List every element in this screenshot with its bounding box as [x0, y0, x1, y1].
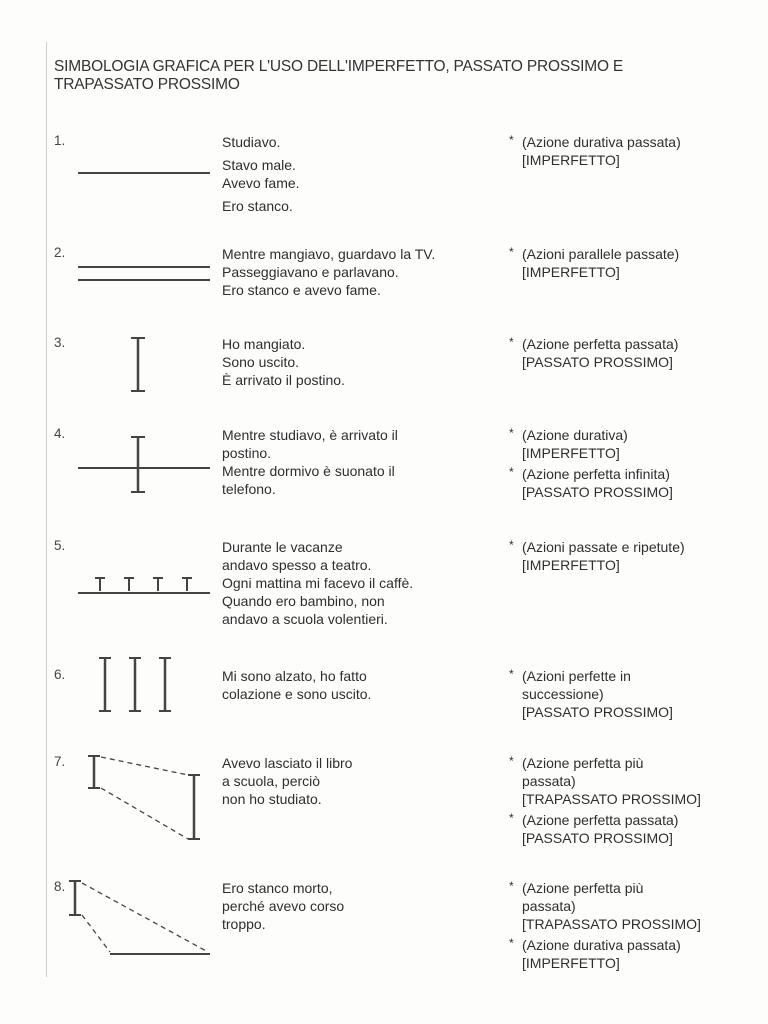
sentence: Quando ero bambino, non — [222, 593, 385, 609]
repeated-ticks-on-line-symbol — [70, 538, 220, 608]
tense-notes — [508, 538, 738, 574]
tense-note: * (Azioni passate e ripetute) [IMPERFETTO] — [509, 538, 685, 573]
example-sentences — [222, 426, 504, 498]
entry-number: 6. — [54, 667, 66, 682]
sentence: Mi sono alzato, ho fatto — [222, 668, 367, 684]
sentence: andavo spesso a teatro. — [222, 557, 372, 573]
sentence: Ero stanco. — [222, 198, 293, 214]
example-sentences — [222, 538, 504, 628]
tense-note: * (Azione perfetta infinita) [PASSATO PROSSIMO] — [509, 465, 673, 500]
tense-notes — [508, 335, 738, 371]
entry-number: 3. — [54, 335, 66, 350]
sentence: È arrivato il postino. — [222, 372, 345, 388]
asterisk-marker: * — [509, 667, 514, 681]
tense-note: * (Azione durativa passata) [IMPERFETTO] — [509, 936, 681, 971]
page-title: SIMBOLOGIA GRAFICA PER L'USO DELL'IMPERFETTO, PASSATO PROSSIMO E TRAPASSATO PROSSIMO — [54, 58, 624, 93]
example-sentences — [222, 245, 504, 299]
tense-note: * (Azione durativa) [IMPERFETTO] — [509, 426, 628, 461]
asterisk-marker: * — [509, 754, 514, 768]
entry-number: 1. — [54, 133, 66, 148]
asterisk-marker: * — [509, 936, 514, 950]
asterisk-marker: * — [509, 879, 514, 893]
asterisk-marker: * — [509, 245, 514, 259]
tense-note: * (Azione perfetta più passata) [TRAPASSATO PROSSIMO] — [509, 879, 701, 932]
entry-number: 5. — [54, 538, 66, 553]
sentence: Passeggiavano e parlavano. — [222, 264, 399, 280]
line-crossed-by-i-beam-symbol — [70, 426, 220, 501]
sentence: Mentre studiavo, è arrivato il — [222, 427, 398, 443]
tense-notes — [508, 245, 738, 281]
asterisk-marker: * — [509, 465, 514, 479]
sentence: a scuola, perciò — [222, 773, 321, 789]
example-sentences — [222, 335, 504, 389]
tense-notes — [508, 426, 738, 501]
tense-notes — [508, 754, 738, 847]
asterisk-marker: * — [509, 133, 514, 147]
durative-line-symbol — [70, 133, 220, 213]
sentence: Stavo male. — [222, 157, 296, 173]
page-edge-rule — [46, 42, 47, 977]
parallel-lines-symbol — [70, 245, 220, 295]
sentence: Avevo fame. — [222, 175, 300, 191]
sentence: colazione e sono uscito. — [222, 686, 372, 702]
sentence: telefono. — [222, 481, 276, 497]
sentence: postino. — [222, 445, 272, 461]
sentence: Durante le vacanze — [222, 539, 343, 555]
tense-note: * (Azioni perfette in successione) [PASSATO PROSSIMO] — [509, 667, 673, 720]
pluperfect-i-beams-symbol — [70, 754, 220, 849]
sentence: Ogni mattina mi facevo il caffè. — [222, 575, 414, 591]
sentence: Ho mangiato. — [222, 336, 306, 352]
tense-notes — [508, 133, 738, 169]
tense-note: * (Azione perfetta più passata) [TRAPASSATO PROSSIMO] — [509, 754, 701, 807]
example-sentences — [222, 133, 504, 215]
sentence: Ero stanco morto, — [222, 880, 333, 896]
example-sentences — [222, 667, 504, 703]
sentence: Studiavo. — [222, 134, 281, 150]
sentence: andavo a scuola volentieri. — [222, 611, 388, 627]
successive-i-beams-symbol — [70, 667, 220, 727]
i-beam-symbol — [70, 335, 220, 400]
entry-number: 4. — [54, 426, 66, 441]
sentence: Mentre dormivo è suonato il — [222, 463, 395, 479]
sentence: Mentre mangiavo, guardavo la TV. — [222, 246, 436, 262]
asterisk-marker: * — [509, 538, 514, 552]
tense-note: * (Azioni parallele passate) [IMPERFETTO] — [509, 245, 680, 280]
tense-note: * (Azione perfetta passata) [PASSATO PROSSIMO] — [509, 811, 679, 846]
tense-notes — [508, 879, 738, 972]
sentence: troppo. — [222, 916, 266, 932]
asterisk-marker: * — [509, 426, 514, 440]
entry-number: 8. — [54, 879, 66, 894]
tense-notes — [508, 667, 738, 721]
sentence: Avevo lasciato il libro — [222, 755, 353, 771]
sentence: Ero stanco e avevo fame. — [222, 282, 381, 298]
sentence: non ho studiato. — [222, 791, 322, 807]
example-sentences — [222, 879, 504, 933]
pluperfect-before-durative-symbol — [70, 879, 220, 964]
asterisk-marker: * — [509, 335, 514, 349]
asterisk-marker: * — [509, 811, 514, 825]
sentence: Sono uscito. — [222, 354, 300, 370]
tense-note: * (Azione durativa passata) [IMPERFETTO] — [509, 133, 681, 168]
tense-note: * (Azione perfetta passata) [PASSATO PROSSIMO] — [509, 335, 679, 370]
example-sentences — [222, 754, 504, 808]
entry-number: 7. — [54, 754, 66, 769]
entry-number: 2. — [54, 245, 66, 260]
sentence: perché avevo corso — [222, 898, 345, 914]
